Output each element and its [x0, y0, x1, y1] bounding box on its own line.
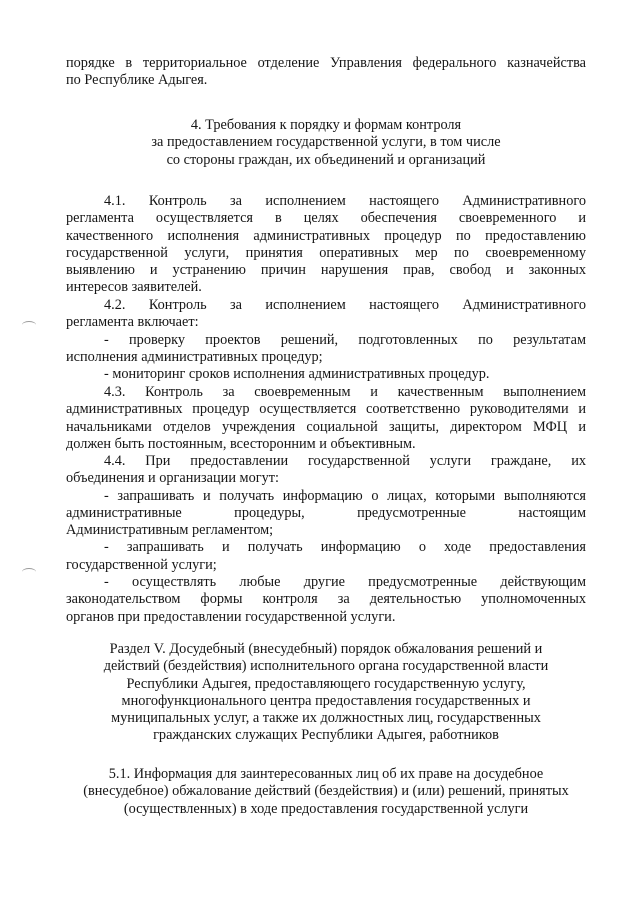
scan-mark: [22, 321, 36, 329]
paragraph-4-1: [66, 193, 586, 297]
text-line: должен быть постоянным, всесторонним и объективным.: [66, 435, 416, 452]
text-line: выявлению и устранению причин нарушения прав, свобод и законных: [66, 262, 586, 279]
heading-line: 5.1. Информация для заинтересованных лиц об их праве на досудебное: [108, 766, 544, 782]
text-line: регламента осуществляется в целях обеспечения своевременного и: [66, 210, 586, 227]
text-line: законодательством формы контроля за деятельностью уполномоченных: [66, 591, 586, 608]
heading-line: за предоставлением государственной услуги, в том числе: [151, 134, 501, 151]
heading-line: гражданских служащих Республики Адыгея, работников: [153, 727, 499, 744]
heading-line: Раздел V. Досудебный (внесудебный) порядок обжалования решений и: [109, 641, 543, 657]
text-line: органов при предоставлении государственной услуги.: [66, 608, 396, 625]
text-line: порядке в территориальное отделение Управления федерального казначейства: [66, 55, 586, 71]
text-line: - осуществлять любые другие предусмотренные действующим: [104, 574, 586, 591]
text-line: 4.2. Контроль за исполнением настоящего Административного: [104, 297, 586, 313]
section-4-heading: [66, 117, 586, 169]
heading-line: многофункционального центра предоставления государственных и: [121, 692, 531, 709]
heading-line: действий (бездействия) исполнительного органа государственной власти: [103, 658, 549, 675]
heading-line: 4. Требования к порядку и формам контроля: [190, 117, 462, 133]
text-line: качественного исполнения административных процедур по предоставлению: [66, 227, 586, 244]
heading-line: Республики Адыгея, предоставляющего государственную услугу,: [126, 675, 526, 692]
text-line: административные процедуры, предусмотренные настоящим: [66, 504, 586, 521]
text-line: исполнения административных процедур;: [66, 348, 323, 365]
text-line: - запрашивать и получать информацию о лицах, которыми выполняются: [104, 487, 586, 504]
text-line: административных процедур осуществляется соответственно руководителями и: [66, 401, 586, 418]
text-line: - мониторинг сроков исполнения административных процедур.: [104, 366, 490, 383]
paragraph-4-3: [66, 384, 586, 453]
subsection-5-1-heading: [66, 766, 586, 818]
paragraph-4-2: [66, 297, 586, 383]
heading-line: (осуществленных) в ходе предоставления государственной услуги: [123, 800, 529, 817]
text-line: интересов заявителей.: [66, 279, 202, 296]
text-line: 4.3. Контроль за своевременным и качественным выполнением: [104, 384, 586, 400]
heading-line: муниципальных услуг, а также их должностных лиц, государственных: [111, 710, 541, 727]
text-line: 4.1. Контроль за исполнением настоящего Административного: [104, 193, 586, 209]
section-5-heading: [66, 641, 586, 745]
text-line: Административным регламентом;: [66, 522, 274, 539]
scan-mark: [22, 568, 36, 576]
text-line: государственной услуги;: [66, 556, 217, 573]
text-line: по Республике Адыгея.: [66, 72, 208, 89]
text-line: государственной услуги, принятия оперативных мер по своевременному: [66, 244, 586, 261]
heading-line: (внесудебное) обжалование действий (бездействия) и (или) решений, принятых: [83, 783, 569, 800]
heading-line: со стороны граждан, их объединений и организаций: [166, 151, 486, 168]
text-line: начальниками отделов учреждения социальной защиты, директором МФЦ и: [66, 418, 586, 435]
text-line: объединения и организации могут:: [66, 470, 279, 487]
paragraph-4-4: [66, 453, 586, 626]
text-line: - запрашивать и получать информацию о ходе предоставления: [104, 539, 586, 556]
text-line: 4.4. При предоставлении государственной услуги граждане, их: [104, 453, 586, 469]
text-line: регламента включает:: [66, 314, 199, 331]
text-line: - проверку проектов решений, подготовленных по результатам: [104, 331, 586, 348]
intro-paragraph: [66, 55, 586, 90]
